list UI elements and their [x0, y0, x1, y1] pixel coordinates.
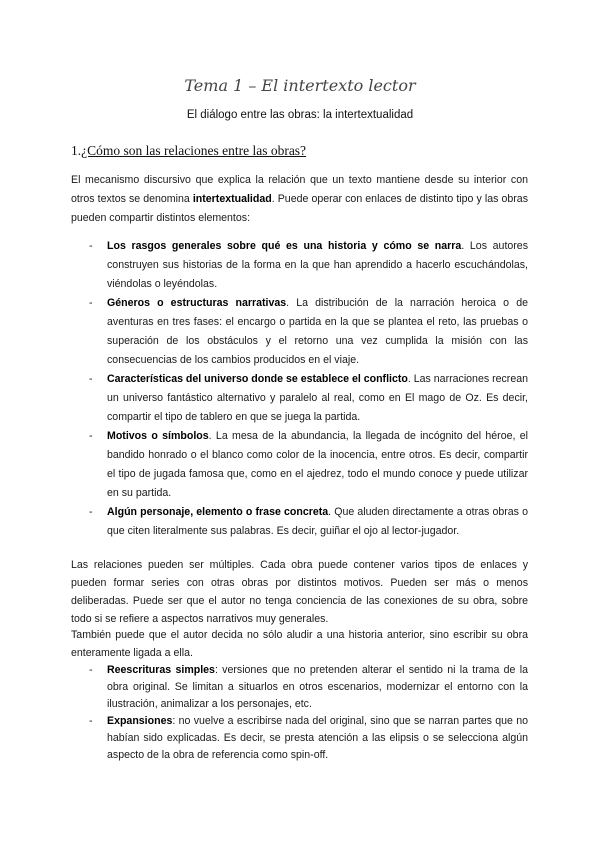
item-text: . Que aluden directamente a otras obras o que citen literalmente sus palabras. Es decir, guiñar el ojo al lector-jugador.	[107, 506, 528, 537]
list-item	[71, 294, 528, 370]
list-item	[71, 427, 528, 503]
item-bold: Reescrituras simples	[107, 664, 215, 676]
item-bold: Expansiones	[107, 715, 173, 727]
relations-paragraph: Las relaciones pueden ser múltiples. Cada obra puede contener varios tipos de enlaces y pueden formar series con otras obras por distintos motivos. Pueden ser más o menos deliberadas. Puede ser que el autor no tenga conciencia de las conexiones de su obra, sobre todo si se refiere a aspectos narrativos muy generales.	[71, 559, 528, 625]
item-text: . Los autores construyen sus historias de la forma en la que han aprendido a hacerlo escuchándolas, viéndolas o leyéndolas.	[107, 240, 528, 290]
item-text: : no vuelve a escribirse nada del original, sino que se narran partes que no habían sido explicadas. Es decir, se presta atención a las elipsis o se selecciona algún aspecto de la obra de referencia como spin-off.	[107, 715, 528, 761]
section-number: 1.	[71, 143, 82, 158]
item-text: . La mesa de la abundancia, la llegada de incógnito del héroe, el bandido honrado o el blanco como color de la inocencia, entre otros. Es decir, compartir el tipo de jugada famosa que, como en el ajedrez, todo el mundo conoce y puede utilizar en su partida.	[107, 430, 528, 499]
list-item	[71, 503, 528, 541]
bullet-dash: -	[89, 430, 93, 442]
document-title: Tema 1 – El intertexto lector	[184, 76, 416, 95]
item-text: : versiones que no pretenden alterar el sentido ni la trama de la obra original. Se limitan a situarlos en otros escenarios, modernizar el entorno con la ilustración, animalizar a los personajes, etc.	[107, 664, 528, 710]
bullet-dash: -	[89, 715, 93, 727]
elements-list	[71, 237, 528, 541]
intro-text-a: El mecanismo discursivo que explica la relación que un texto mantiene desde su interior con otros textos se denomina	[71, 174, 528, 205]
section-heading-text: ¿Cómo son las relaciones entre las obras?	[81, 143, 307, 158]
bullet-dash: -	[89, 373, 93, 385]
section-heading	[71, 143, 306, 159]
item-text: . Las narraciones recrean un universo fantástico alternativo y paralelo al real, como en El mago de Oz. Es decir, compartir el tipo de tablero en que se juega la partida.	[107, 373, 529, 423]
intro-bold-term: intertextualidad	[192, 193, 272, 205]
item-bold: Géneros o estructuras narrativas	[107, 297, 287, 309]
document-subtitle: El diálogo entre las obras: la intertextualidad	[186, 109, 414, 121]
intro-paragraph	[71, 171, 528, 228]
item-bold: Los rasgos generales sobre qué es una historia y cómo se narra	[107, 240, 462, 252]
item-bold: Algún personaje, elemento o frase concreta	[107, 506, 329, 518]
bullet-dash: -	[89, 506, 93, 518]
list-item	[71, 237, 528, 294]
item-bold: Características del universo donde se establece el conflicto	[107, 373, 408, 385]
list-item	[71, 370, 528, 427]
list-item	[71, 713, 528, 764]
types-list	[71, 662, 528, 764]
rewriting-paragraph: También puede que el autor decida no sólo aludir a una historia anterior, sino escribir su obra enteramente ligada a ella.	[71, 629, 528, 659]
bullet-dash: -	[89, 664, 93, 676]
list-item	[71, 662, 528, 713]
item-bold: Motivos o símbolos	[107, 430, 209, 442]
bullet-dash: -	[89, 240, 93, 252]
intro-text-b: . Puede operar con enlaces de distinto tipo y las obras pueden compartir distintos elementos:	[71, 193, 528, 224]
bullet-dash: -	[89, 297, 93, 309]
item-text: . La distribución de la narración heroica o de aventuras en tres fases: el encargo o partida en la que se plantea el reto, las pruebas o superación de los obstáculos y el retorno una vez cumplida la misión con las consecuencias de los cambios producidos en el viaje.	[107, 297, 528, 366]
